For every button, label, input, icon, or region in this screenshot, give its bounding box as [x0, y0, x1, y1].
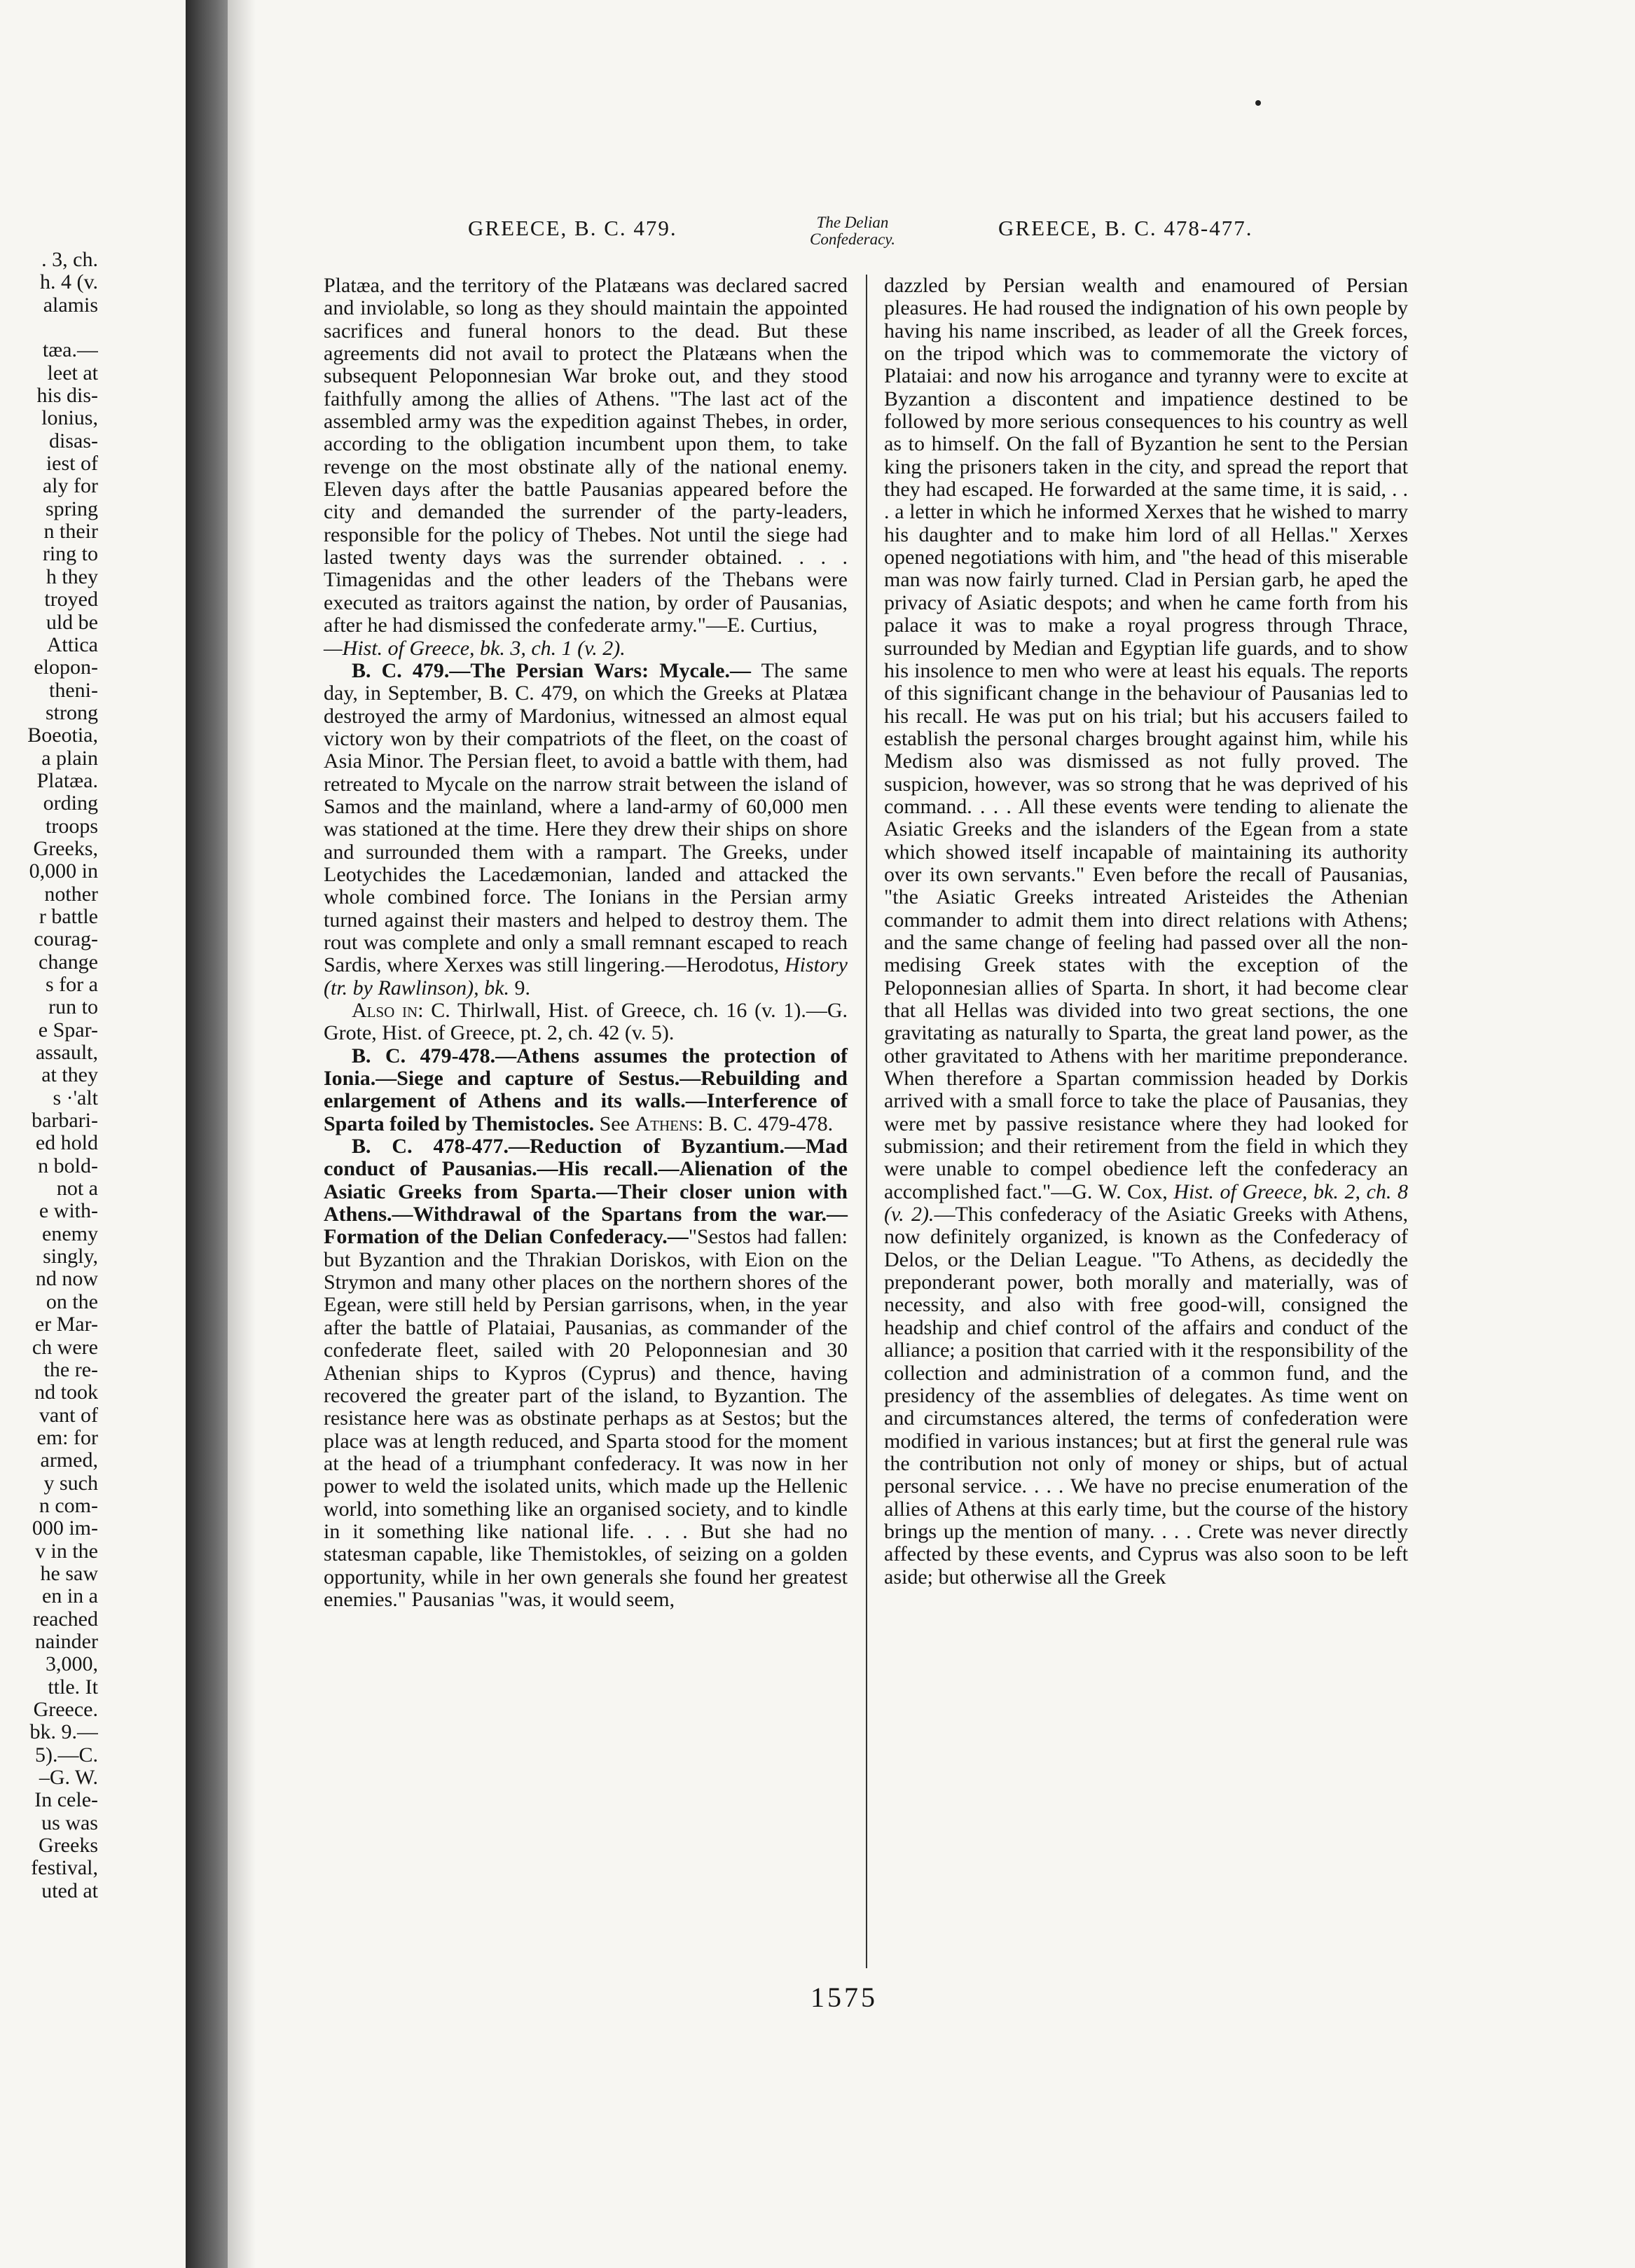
- margin-line: strong: [46, 700, 98, 724]
- also-in-note: [324, 1000, 848, 1045]
- see-label: See: [599, 1112, 630, 1135]
- margin-line: lonius,: [41, 406, 98, 430]
- margin-line: [0, 317, 98, 339]
- left-column: [324, 275, 848, 1611]
- margin-line: h they: [46, 565, 98, 588]
- paragraph: [324, 275, 848, 660]
- margin-line: –G. W.: [39, 1766, 98, 1790]
- paragraph: [884, 275, 1408, 1589]
- margin-line: Greeks,: [33, 836, 98, 860]
- margin-line: alamis: [43, 293, 98, 317]
- margin-line: theni-: [49, 678, 98, 702]
- margin-line: change: [39, 950, 98, 974]
- margin-line: nother: [44, 882, 98, 906]
- margin-line: h. 4 (v.: [39, 270, 98, 294]
- margin-line: singly,: [43, 1245, 98, 1268]
- margin-line: Boeotia,: [27, 724, 98, 747]
- margin-line: leet at: [47, 361, 98, 385]
- margin-line: r battle: [39, 904, 98, 928]
- margin-line: n com-: [39, 1493, 98, 1517]
- margin-line: n bold-: [38, 1154, 98, 1177]
- margin-line: ording: [43, 791, 98, 815]
- page-number: 1575: [810, 1982, 878, 2013]
- margin-line: uted at: [41, 1879, 98, 1902]
- ink-speck: [1255, 100, 1261, 106]
- section-heading: B. C. 478-477.—Reduction of Byzantium.—Mad conduct of Pausanias.—His recall.—Alienation of the Asiatic Greeks from Sparta.—Their closer union with Athens.—Withdrawal of the Spartans from the war.—Formation of the Delian Confederacy.—: [324, 1135, 848, 1249]
- page-edge-shadow: [228, 0, 256, 2268]
- margin-line: troyed: [44, 588, 98, 611]
- margin-line: not a: [56, 1177, 98, 1201]
- margin-line: elopon-: [34, 656, 98, 679]
- margin-line: 0,000 in: [29, 859, 98, 883]
- margin-line: v in the: [35, 1539, 98, 1563]
- margin-line: us was: [41, 1811, 98, 1834]
- margin-line: disas-: [49, 429, 98, 452]
- margin-line: n their: [43, 520, 98, 544]
- margin-line: a plain: [41, 746, 98, 770]
- paragraph-text: —This confederacy of the Asiatic Greeks with Athens, now definitely organized, is known as the Confederacy of Delos, or the Delian League. "To Athens, as decidedly the preponderant power, both morally and materially, was of necessity, and also with free good-will, consigned the headship and chief control of the affairs and conduct of the alliance; a position that carried with it the responsibility of the collection and administration of a common fund, and the presidency of the assemblies of delegates. As time went on and circumstances altered, the terms of confederation were modified in various instances; but at first the general rule was the contribution not only of money or ships, but of actual personal service. . . . We have no precise enumeration of the allies of Athens at this early time, but the course of the history brings up the mention of many. . . . Crete was never directly affected by these events, and Cyprus was also soon to be left aside; but otherwise all the Greek: [884, 1203, 1408, 1589]
- margin-line: tæa.—: [42, 338, 98, 362]
- margin-line: iest of: [46, 452, 98, 476]
- section-mycale: [324, 660, 848, 1000]
- margin-line: the re-: [43, 1357, 98, 1381]
- citation: History (tr. by Rawlinson), bk.: [324, 953, 848, 1000]
- margin-line: vant of: [39, 1403, 98, 1427]
- citation: —Hist. of Greece, bk. 3, ch. 1 (v. 2).: [324, 636, 626, 660]
- margin-line: at they: [41, 1063, 98, 1087]
- section-heading: B. C. 479.—The Persian Wars: Mycale.—: [352, 658, 752, 682]
- section-byzantium: [324, 1135, 848, 1611]
- margin-line: aly for: [42, 474, 98, 498]
- margin-line: run to: [48, 995, 98, 1019]
- margin-line: Greeks: [39, 1834, 98, 1858]
- margin-line: 3,000,: [46, 1652, 98, 1676]
- margin-line: e Spar-: [38, 1018, 98, 1042]
- margin-line: he saw: [40, 1561, 98, 1585]
- running-head-right: GREECE, B. C. 478-477.: [998, 216, 1253, 240]
- running-head-middle-line2: Confederacy.: [810, 230, 895, 248]
- margin-line: y such: [43, 1471, 98, 1495]
- margin-line: nd took: [34, 1381, 98, 1404]
- margin-line: courag-: [34, 927, 98, 951]
- margin-line: er Mar-: [34, 1313, 98, 1336]
- margin-line: nainder: [35, 1629, 98, 1653]
- margin-line: ttle. It: [48, 1675, 98, 1699]
- cross-reference-tail: : B. C. 479-478.: [697, 1112, 834, 1135]
- right-column: [884, 275, 1408, 1589]
- also-in-label: Also in:: [352, 999, 424, 1022]
- margin-line: s for a: [46, 973, 98, 996]
- margin-line: ring to: [42, 542, 98, 566]
- margin-line: em: for: [36, 1425, 98, 1449]
- margin-line: assault,: [35, 1041, 98, 1065]
- section-text: The same day, in September, B. C. 479, on which the Greeks at Platæa destroyed the army of Mardonius, witnessed an almost equal victory won by their compatriots of the fleet, on the coast of Asia Minor. The Persian fleet, to avoid a battle with them, had retreated to Mycale on the narrow strait between the island of Samos and the mainland, where a land-army of 60,000 men was stationed at the time. Here they drew their ships on shore and surrounded them with a rampart. The Greeks, under Leotychides the Lacedæmonian, landed and attacked the whole combined force. The Ionians in the Persian army turned against their masters and helped to destroy them. The rout was complete and only a small remnant escaped to reach Sardis, where Xerxes was still lingering.—Herodotus,: [324, 658, 848, 977]
- margin-line: Attica: [46, 632, 98, 656]
- margin-line: nd now: [35, 1267, 98, 1291]
- section-text: "Sestos had fallen: but Byzantion and the Thrakian Doriskos, with Eion on the Strymon and many other places on the northern shores of the Egean, were still held by Persian garrisons, when, in the year after the battle of Plataiai, Pausanias, as commander of the confederate fleet, sailed with 20 Peloponnesian and 30 Athenian ships to Kypros (Cyprus) and thence, having recovered the greater part of the island, to Byzantion. The resistance here was as obstinate perhaps as at Sestos; but the place was at length reduced, and Sparta stood for the moment at the head of a triumphant confederacy. It was now in her power to weld the isolated units, which made up the Hellenic world, into something like an organised society, and to kindle in it something like national life. . . . But she had no statesman capable, like Themistokles, of seizing on a golden opportunity, while in her own generals she found her greatest enemies." Pausanias "was, it would seem,: [324, 1225, 848, 1611]
- section-heading: B. C. 479-478.—Athens assumes the protection of Ionia.—Siege and capture of Sestus.—Rebuilding and enlargement of Athens and its walls.—Interference of Sparta foiled by Themistocles.: [324, 1044, 848, 1135]
- margin-line: . 3, ch.: [41, 249, 98, 271]
- margin-line: barbari-: [32, 1109, 98, 1133]
- margin-line: s ·'alt: [53, 1086, 98, 1109]
- margin-line: Greece.: [33, 1698, 98, 1721]
- cross-reference: Athens: [635, 1112, 698, 1135]
- margin-line: ch were: [32, 1335, 98, 1359]
- scan-binding-shadow: [186, 0, 228, 2268]
- margin-line: 5).—C.: [35, 1743, 98, 1766]
- paragraph-text: dazzled by Persian wealth and enamoured of Persian pleasures. He had roused the indignation of his own people by having his name inscribed, as leader of all the Greek forces, on the tripod which was to commemorate the victory of Plataiai: and now his arrogance and tyranny were to excite at Byzantion a discontent and impatience destined to be followed by more serious consequences to his country as well as to himself. On the fall of Byzantion he sent to the Persian king the prisoners taken in the city, and spread the report that they had escaped. He forwarded at the same time, it is said, . . . a letter in which he informed Xerxes that he wished to marry his daughter and to make him lord of all Hellas." Xerxes opened negotiations with him, and "the head of this miserable man was now fairly turned. Clad in Persian garb, he aped the privacy of Asiatic despots; and when he came forth from his palace it was to make a royal progress through Thrace, surrounded by Median and Egyptian life guards, and to show his insolence to men who were at least his equals. The reports of this significant change in the behaviour of Pausanias led to his recall. He was put on his trial; but his accusers failed to establish the personal charges brought against him, while his Medism also was dismissed as not fully proved. The suspicion, however, was so strong that he was deprived of his command. . . . All these events were tending to alienate the Asiatic Greeks and the islanders of the Egean from a state which showed itself incapable of maintaining its authority over its own servants." Even before the recall of Pausanias, "the Asiatic Greeks intreated Aristeides the Athenian commander to admit them into direct relations with Athens; and the same change of feeling had passed over all the non-medising Greek states with the exception of the Peloponnesian allies of Sparta. In short, it had become clear that all Hellas was divided into two great sections, the one gravitating as naturally to Sparta, the great land power, as the other gravitated to Athens with her maritime preponderance. When therefore a Spartan commission headed by Dorkis arrived with a small force to take the place of Pausanias, they were met by passive resistance where they had looked for submission; and their retirement from the field in which they were unable to compel obedience left the confederacy an accomplished fact."—G. W. Cox,: [884, 274, 1408, 1203]
- margin-line: his dis-: [36, 384, 98, 408]
- section-ionia: [324, 1045, 848, 1135]
- running-head-left: GREECE, B. C. 479.: [468, 216, 677, 240]
- running-head-middle-line1: The Delian: [816, 214, 889, 231]
- margin-line: festival,: [31, 1856, 98, 1880]
- running-head-middle: [772, 214, 933, 248]
- column-rule: [866, 275, 867, 1968]
- margin-line: en in a: [42, 1584, 98, 1608]
- margin-line: Platæa.: [36, 768, 98, 792]
- margin-line: In cele-: [34, 1788, 98, 1812]
- also-in-text: C. Thirlwall, Hist. of Greece, ch. 16 (v. 1).—G. Grote, Hist. of Greece, pt. 2, ch. 42 (v. 5).: [324, 999, 848, 1045]
- margin-line: troops: [46, 814, 98, 838]
- citation-number: 9.: [514, 976, 530, 1000]
- citation: Hist. of Greece, bk. 2, ch. 8 (v. 2).: [884, 1180, 1409, 1226]
- margin-line: uld be: [46, 610, 98, 634]
- margin-line: bk. 9.—: [29, 1720, 98, 1744]
- margin-line: reached: [32, 1607, 98, 1631]
- margin-line: 000 im-: [32, 1516, 98, 1540]
- margin-line: enemy: [42, 1222, 98, 1245]
- margin-line: ed hold: [35, 1131, 98, 1155]
- paragraph-text: Platæa, and the territory of the Platæans was declared sacred and inviolable, so long as they should maintain the appointed sacrifices and funeral honors to the dead. But these agreements did not avail to protect the Platæans when the subsequent Peloponnesian War broke out, and they stood faithfully among the allies of Athens. "The last act of the assembled army was the expedition against Thebes, in order, according to the obligation incumbent upon them, to take revenge on the most obstinate ally of the national enemy. Eleven days after the battle Pausanias appeared before the city and demanded the surrender of the party-leaders, responsible for the policy of Thebes. Not until the siege had lasted twenty days was the surrender obtained. . . . Timagenidas and the other leaders of the Thebans were executed as traitors against the nation, by order of Pausanias, after he had dismissed the confederate army."—E. Curtius,: [324, 274, 848, 637]
- margin-line: spring: [46, 497, 98, 520]
- margin-line: armed,: [40, 1448, 98, 1472]
- previous-page-margin-text: [0, 249, 98, 1986]
- margin-line: e with-: [39, 1199, 98, 1223]
- margin-line: on the: [46, 1289, 98, 1313]
